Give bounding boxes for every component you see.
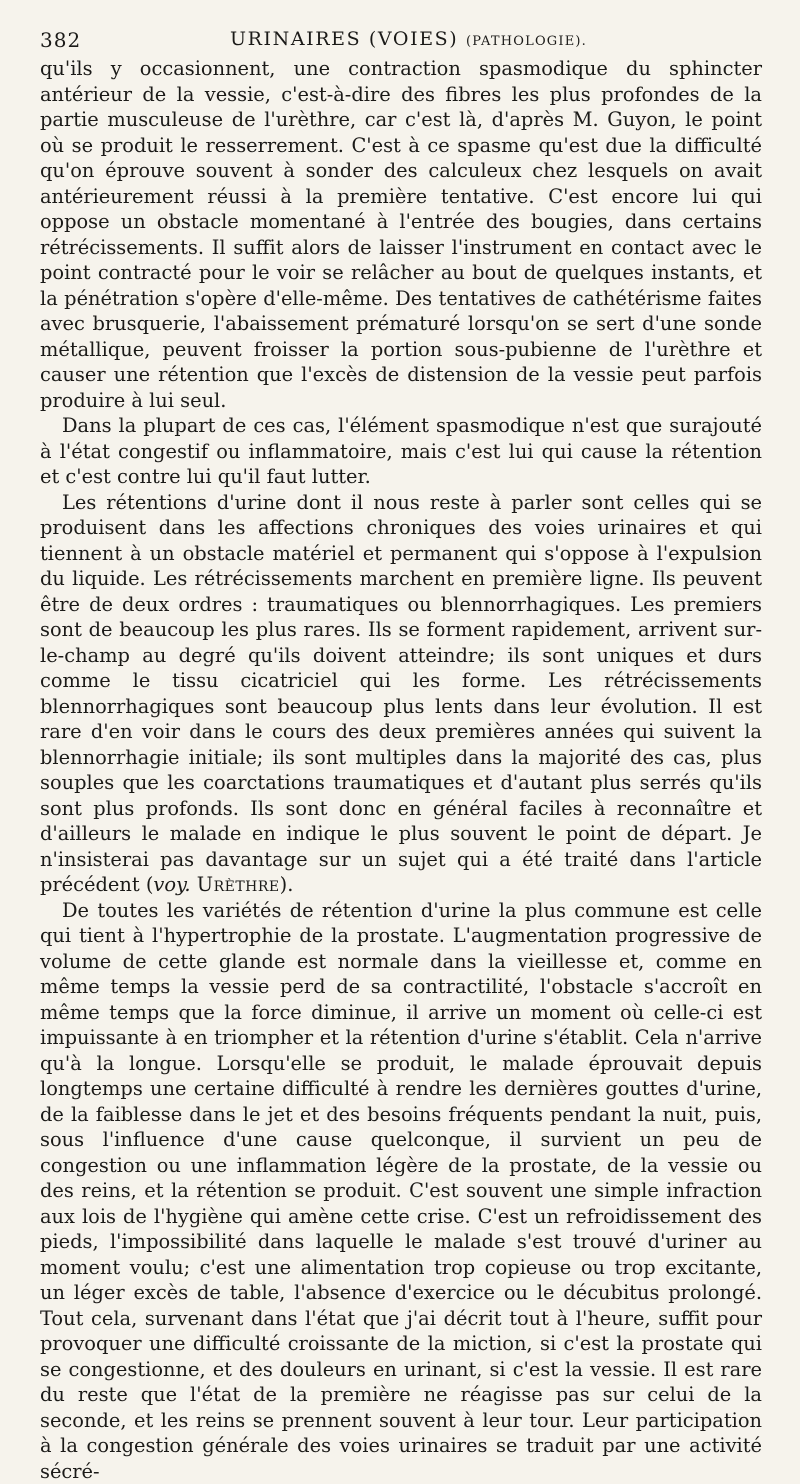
page-header xyxy=(40,16,762,50)
body-text xyxy=(40,56,762,1484)
running-head xyxy=(230,28,587,50)
paragraph-chronic-retention xyxy=(40,490,762,898)
paragraph-chronic-text: Les rétentions d'urine dont il nous reste à parler sont celles qui se produisent dans les affections chroniques des voies urinaires et qui tiennent à un obstacle matériel et permanent qui s'oppose à l'expulsion du liquide. Les rétrécissements marchent en première ligne. Ils peuvent être de deux ordres : traumatiques ou blennorrhagiques. Les premiers sont de beaucoup les plus rares. Ils se forment rapidement, arrivent sur-le-champ au degré qu'ils doivent atteindre; ils sont uniques et durs comme le tissu cicatriciel qui les forme. Les rétrécissements blennorrhagiques sont beaucoup plus lents dans leur évolution. Il est rare d'en voir dans le cours des deux premières années qui suivent la blennorrhagie initiale; ils sont multiples dans la majorité des cas, plus souples que les coarctations traumatiques et d'autant plus serrés qu'ils sont plus profonds. Ils sont donc en général faciles à reconnaître et d'ailleurs le malade en indique le plus souvent le point de départ. Je n'insisterai pas davantage sur un sujet qui a été traité dans l'article précédent ( xyxy=(40,491,762,897)
cross-reference-target: Urèthre xyxy=(197,873,280,896)
paragraph-chronic-end: ). xyxy=(280,873,294,896)
running-subtitle: (PATHOLOGIE). xyxy=(466,34,587,49)
paragraph-prostate: De toutes les variétés de rétention d'urine la plus commune est celle qui tient à l'hypertrophie de la prostate. L'augmentation progressive de volume de cette glande est normale dans la vieillesse et, comme en même temps la vessie perd de sa contractilité, l'obstacle s'accroît en même temps que la force diminue, il arrive un moment où celle-ci est impuissante à en triompher et la rétention d'urine s'établit. Cela n'arrive qu'à la longue. Lorsqu'elle se produit, le malade éprouvait depuis longtemps une certaine difficulté à rendre les dernières gouttes d'urine, de la faiblesse dans le jet et des besoins fréquents pendant la nuit, puis, sous l'influence d'une cause quelconque, il survient un peu de congestion ou une inflammation légère de la prostate, de la vessie ou des reins, et la rétention se produit. C'est souvent une simple infraction aux lois de l'hygiène qui amène cette crise. C'est un refroidissement des pieds, l'impossibilité dans laquelle le malade s'est trouvé d'uriner au moment voulu; c'est une alimentation trop copieuse ou trop excitante, un léger excès de table, l'absence d'exercice ou le décubitus prolongé. Tout cela, survenant dans l'état que j'ai décrit tout à l'heure, suffit pour provoquer une difficulté croissante de la miction, si c'est la prostate qui se congestionne, et des douleurs en urinant, si c'est la vessie. Il est rare du reste que l'état de la première ne réagisse pas sur celui de la seconde, et les reins se prennent souvent à leur tour. Leur participation à la congestion générale des voies urinaires se traduit par une activité sécré- xyxy=(40,898,762,1484)
page-number: 382 xyxy=(40,28,81,52)
cross-reference-voy: voy. xyxy=(153,873,190,896)
paragraph-spasmodic: Dans la plupart de ces cas, l'élément spasmodique n'est que surajouté à l'état congestif ou inflammatoire, mais c'est lui qui cause la rétention et c'est contre lui qu'il faut lutter. xyxy=(40,413,762,490)
paragraph-continued: qu'ils y occasionnent, une contraction spasmodique du sphincter antérieur de la vessie, c'est-à-dire des fibres les plus profondes de la partie musculeuse de l'urèthre, car c'est là, d'après M. Guyon, le point où se produit le resserrement. C'est à ce spasme qu'est due la difficulté qu'on éprouve souvent à sonder des calculeux chez lesquels on avait antérieurement réussi à la première tentative. C'est encore lui qui oppose un obstacle momentané à l'entrée des bougies, dans certains rétrécissements. Il suffit alors de laisser l'instrument en contact avec le point contracté pour le voir se relâcher au bout de quelques instants, et la pénétration s'opère d'elle-même. Des tentatives de cathétérisme faites avec brusquerie, l'abaissement prématuré lorsqu'on se sert d'une sonde métallique, peuvent froisser la portion sous-pubienne de l'urèthre et causer une rétention que l'excès de distension de la vessie peut parfois produire à lui seul. xyxy=(40,56,762,413)
running-title: URINAIRES (VOIES) xyxy=(230,28,458,50)
